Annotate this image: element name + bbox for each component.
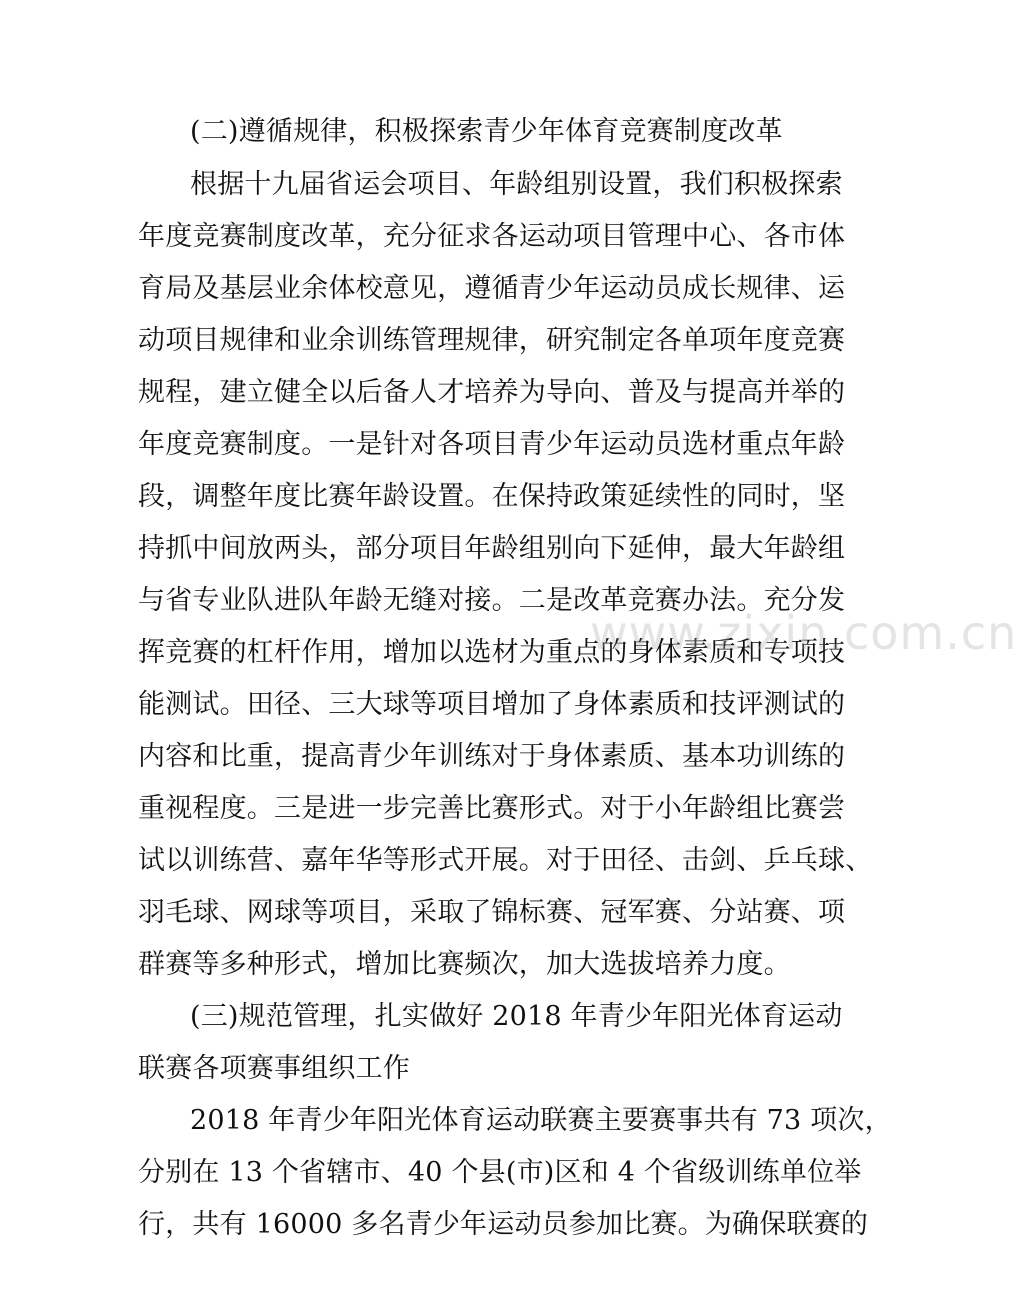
paragraph-line: 动项目规律和业余训练管理规律，研究制定各单项年度竞赛 bbox=[138, 325, 846, 356]
paragraph-line: 规程，建立健全以后备人才培养为导向、普及与提高并举的 bbox=[138, 377, 846, 408]
paragraph-line: 试以训练营、嘉年华等形式开展。对于田径、击剑、乒乓球、 bbox=[138, 845, 873, 876]
paragraph-line: 与省专业队进队年龄无缝对接。二是改革竞赛办法。充分发 bbox=[138, 585, 846, 616]
paragraph-line: 群赛等多种形式，增加比赛频次，加大选拔培养力度。 bbox=[138, 949, 791, 980]
paragraph-line: 年度竞赛制度改革，充分征求各运动项目管理中心、各市体 bbox=[138, 221, 846, 252]
section-heading-3-cont: 联赛各项赛事组织工作 bbox=[138, 1053, 410, 1084]
paragraph-line: 羽毛球、网球等项目，采取了锦标赛、冠军赛、分站赛、项 bbox=[138, 897, 846, 928]
paragraph-line: 行，共有 16000 多名青少年运动员参加比赛。为确保联赛的 bbox=[138, 1209, 869, 1240]
paragraph-line: 根据十九届省运会项目、年龄组别设置，我们积极探索 bbox=[190, 169, 843, 200]
paragraph-line: 重视程度。三是进一步完善比赛形式。对于小年龄组比赛尝 bbox=[138, 793, 846, 824]
section-heading-3: (三)规范管理，扎实做好 2018 年青少年阳光体育运动 bbox=[190, 1001, 843, 1032]
watermark: www.zixin.com.cn bbox=[590, 606, 1017, 660]
paragraph-line: 育局及基层业余体校意见，遵循青少年运动员成长规律、运 bbox=[138, 273, 846, 304]
paragraph-line: 能测试。田径、三大球等项目增加了身体素质和技评测试的 bbox=[138, 689, 846, 720]
paragraph-line: 内容和比重，提高青少年训练对于身体素质、基本功训练的 bbox=[138, 741, 846, 772]
paragraph-line: 分别在 13 个省辖市、40 个县(市)区和 4 个省级训练单位举 bbox=[138, 1157, 862, 1188]
paragraph-line: 段，调整年度比赛年龄设置。在保持政策延续性的同时，坚 bbox=[138, 481, 846, 512]
paragraph-line: 年度竞赛制度。一是针对各项目青少年运动员选材重点年龄 bbox=[138, 429, 846, 460]
paragraph-line: 2018 年青少年阳光体育运动联赛主要赛事共有 73 项次， bbox=[190, 1105, 892, 1136]
paragraph-line: 持抓中间放两头，部分项目年龄组别向下延伸，最大年龄组 bbox=[138, 533, 846, 564]
section-heading-2: (二)遵循规律，积极探索青少年体育竞赛制度改革 bbox=[190, 116, 783, 147]
paragraph-line: 挥竞赛的杠杆作用，增加以选材为重点的身体素质和专项技 bbox=[138, 637, 846, 668]
